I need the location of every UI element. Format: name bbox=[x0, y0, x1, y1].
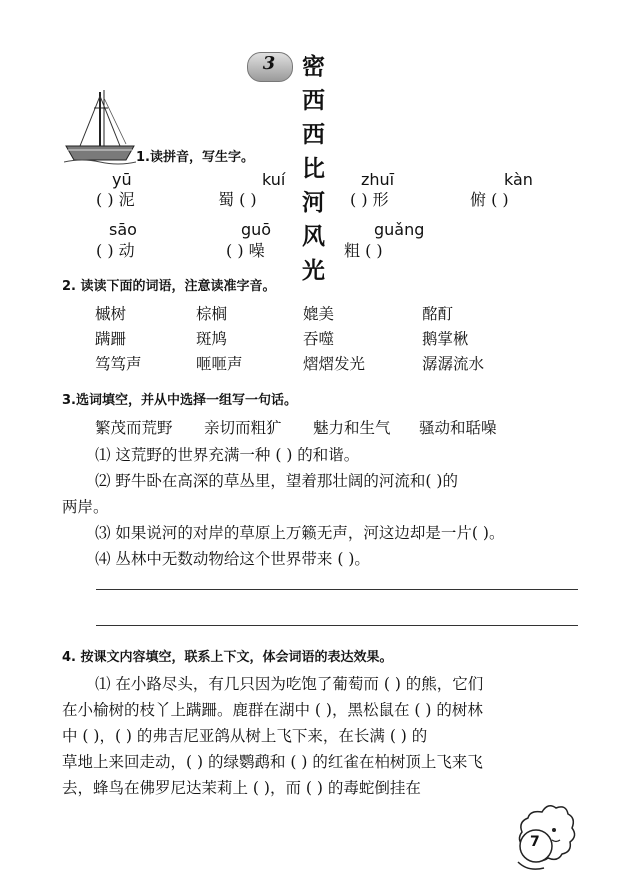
fill-question-3[interactable]: ⑶ 如果说河的对岸的草原上万籁无声，河这边却是一片( )。 bbox=[95, 524, 505, 542]
fill-question-2[interactable]: ⑵ 野牛卧在高深的草丛里，望着那壮阔的河流和( )的 bbox=[95, 472, 458, 490]
word-option: 繁茂而荒野 bbox=[95, 419, 173, 437]
char-blank[interactable]: ( ) 动 bbox=[96, 241, 135, 260]
section-2-heading: 2. 读读下面的词语，注意读准字音。 bbox=[62, 279, 276, 294]
char-blank[interactable]: 俯 ( ) bbox=[470, 190, 509, 209]
char-blank[interactable]: 粗 ( ) bbox=[344, 241, 383, 260]
pinyin: kàn bbox=[504, 170, 533, 189]
fill-question-1[interactable]: ⑴ 这荒野的世界充满一种 ( ) 的和谐。 bbox=[95, 446, 360, 464]
page-number: 7 bbox=[530, 834, 540, 850]
vocab-word: 槭树 bbox=[95, 305, 127, 323]
vocab-word: 吞噬 bbox=[303, 330, 335, 348]
page-title: 密西西比河风光 bbox=[302, 54, 326, 284]
section-3-heading: 3.选词填空，并从中选择一组写一句话。 bbox=[62, 393, 297, 408]
char-blank[interactable]: 蜀 ( ) bbox=[218, 190, 257, 209]
vocab-word: 酩酊 bbox=[422, 305, 454, 323]
char-blank[interactable]: ( ) 形 bbox=[350, 190, 389, 209]
vocab-word: 潺潺流水 bbox=[422, 355, 485, 373]
word-option: 骚动和聒噪 bbox=[419, 419, 497, 437]
passage-line[interactable]: 草地上来回走动，( ) 的绿鹦鹉和 ( ) 的红雀在柏树顶上飞来飞 bbox=[62, 753, 483, 771]
section-4-heading: 4. 按课文内容填空，联系上下文，体会词语的表达效果。 bbox=[62, 650, 393, 665]
vocab-word: 蹒跚 bbox=[95, 330, 127, 348]
writing-line[interactable] bbox=[96, 589, 578, 590]
pinyin: sāo bbox=[109, 220, 137, 239]
passage-line[interactable]: 去，蜂鸟在佛罗尼达茉莉上 ( )，而 ( ) 的毒蛇倒挂在 bbox=[62, 779, 421, 797]
pinyin: yū bbox=[112, 170, 132, 189]
passage-line[interactable]: 在小榆树的枝丫上蹒跚。鹿群在湖中 ( )，黑松鼠在 ( ) 的树林 bbox=[62, 701, 483, 719]
vocab-word: 斑鸠 bbox=[196, 330, 228, 348]
char-blank[interactable]: ( ) 泥 bbox=[96, 190, 135, 209]
pinyin: zhuī bbox=[361, 170, 395, 189]
lesson-number: 3 bbox=[262, 53, 276, 74]
vocab-word: 棕榈 bbox=[196, 305, 228, 323]
fill-question-2-cont: 两岸。 bbox=[62, 498, 109, 516]
sailboat-illustration bbox=[64, 88, 136, 168]
section-1-heading: 1.读拼音，写生字。 bbox=[136, 150, 254, 165]
writing-line[interactable] bbox=[96, 625, 578, 626]
page-corner-cartoon-icon bbox=[508, 800, 580, 880]
char-blank[interactable]: ( ) 噪 bbox=[226, 241, 265, 260]
vocab-word: 媲美 bbox=[303, 305, 335, 323]
vocab-word: 咂咂声 bbox=[196, 355, 243, 373]
word-option: 魅力和生气 bbox=[313, 419, 391, 437]
vocab-word: 熠熠发光 bbox=[303, 355, 366, 373]
vocab-word: 笃笃声 bbox=[95, 355, 142, 373]
pinyin: guǎng bbox=[374, 220, 425, 239]
passage-line[interactable]: ⑴ 在小路尽头，有几只因为吃饱了葡萄而 ( ) 的熊，它们 bbox=[95, 675, 484, 693]
fill-question-4[interactable]: ⑷ 丛林中无数动物给这个世界带来 ( )。 bbox=[95, 550, 370, 568]
pinyin: guō bbox=[241, 220, 272, 239]
pinyin: kuí bbox=[262, 170, 286, 189]
vocab-word: 鹅掌楸 bbox=[422, 330, 469, 348]
word-option: 亲切而粗犷 bbox=[204, 419, 282, 437]
passage-line[interactable]: 中 ( )，( ) 的弗吉尼亚鸽从树上飞下来，在长满 ( ) 的 bbox=[62, 727, 428, 745]
